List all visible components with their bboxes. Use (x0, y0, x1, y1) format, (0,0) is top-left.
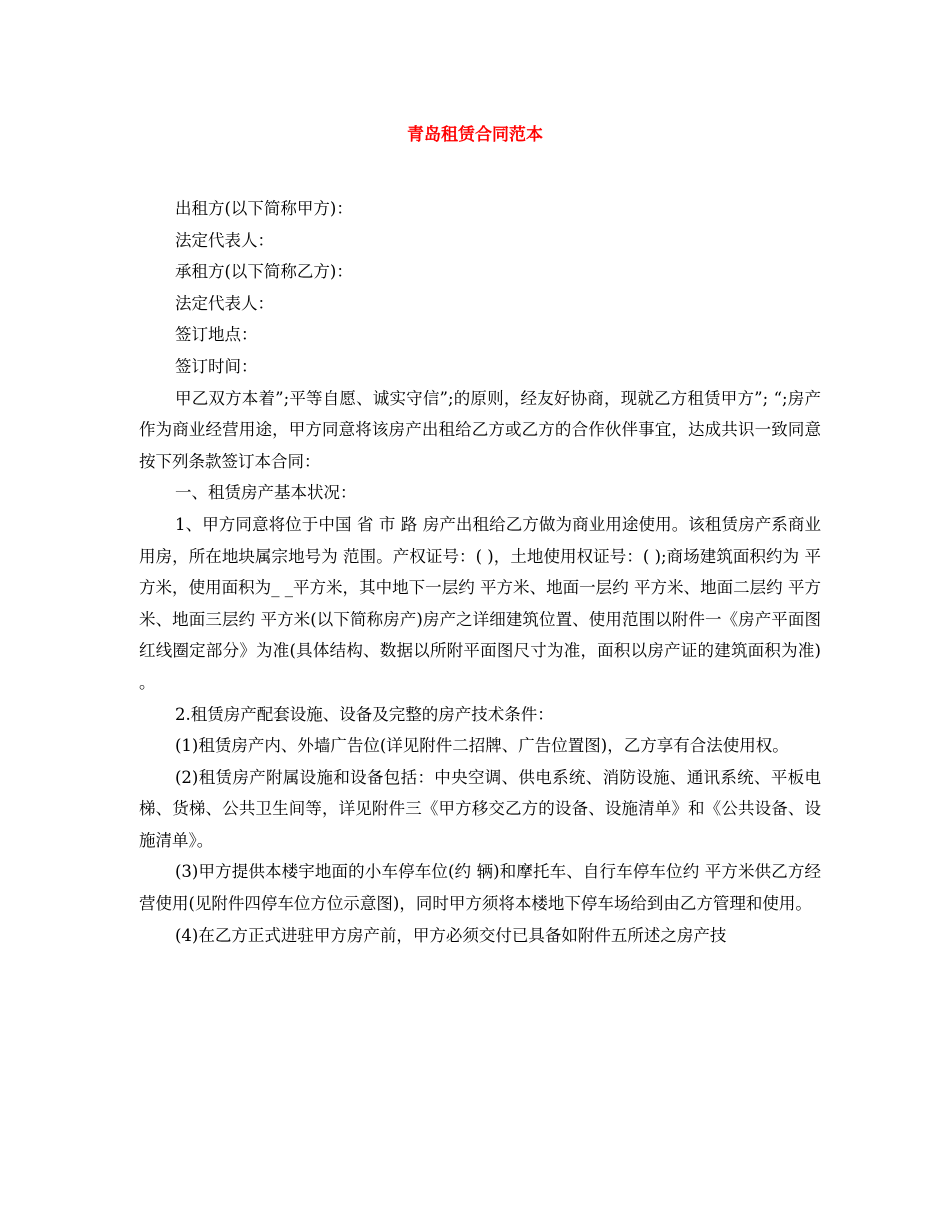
paragraph-lessee: 承租方(以下简称乙方)： (175, 262, 353, 282)
section-heading-property-status: 一、租赁房产基本状况： (175, 483, 357, 503)
clause-2-item-1: (1)租赁房产内、外墙广告位(详见附件二招牌、广告位置图)，乙方享有合法使用权。 (175, 736, 789, 756)
document-title: 青岛租赁合同范本 (407, 125, 543, 145)
paragraph-signing-place: 签订地点： (175, 325, 258, 345)
paragraph-preamble: 甲乙双方本着”;平等自愿、诚实守信”;的原则，经友好协商，现就乙方租赁甲方”; “;房产作为商业经营用途，甲方同意将该房产出租给乙方或乙方的合作伙伴事宜，达成共识一致同意按下列条款签订本合同： (139, 388, 821, 471)
document-body (139, 193, 821, 951)
paragraph-lessee-representative: 法定代表人： (175, 293, 274, 313)
paragraph-lessor: 出租方(以下简称甲方)： (175, 199, 353, 218)
clause-2-facilities: 2.租赁房产配套设施、设备及完整的房产技术条件： (175, 704, 554, 724)
clause-1-property-location: 1、甲方同意将位于中国 省 市 路 房产出租给乙方做为商业用途使用。该租赁房产系商业用房，所在地块属宗地号为 范围。产权证号：( )，土地使用权证号：( );商场建筑面积约为 平方米，使用面积为_ _平方米，其中地下一层约 平方米、地面一层约 平方米、地面二层约 平方米、地面三层约 平方米(以下简称房产)房产之详细建筑位置、使用范围以附件一《房产平面图红线圈定部分》为准(具体结构、数据以所附平面图尺寸为准，面积以房产证的建筑面积为准)。 (139, 514, 821, 692)
clause-2-item-3: (3)甲方提供本楼宇地面的小车停车位(约 辆)和摩托车、自行车停车位约 平方米供乙方经营使用(见附件四停车位方位示意图)，同时甲方须将本楼地下停车场给到由乙方管理和使用。 (139, 862, 821, 914)
clause-2-item-2: (2)租赁房产附属设施和设备包括：中央空调、供电系统、消防设施、通讯系统、平板电梯、货梯、公共卫生间等，详见附件三《甲方移交乙方的设备、设施清单》和《公共设备、设施清单》。 (139, 767, 821, 850)
paragraph-signing-time: 签订时间： (175, 356, 258, 376)
paragraph-lessor-representative: 法定代表人： (175, 230, 274, 250)
clause-2-item-4: (4)在乙方正式进驻甲方房产前，甲方必须交付已具备如附件五所述之房产技 (175, 925, 727, 945)
